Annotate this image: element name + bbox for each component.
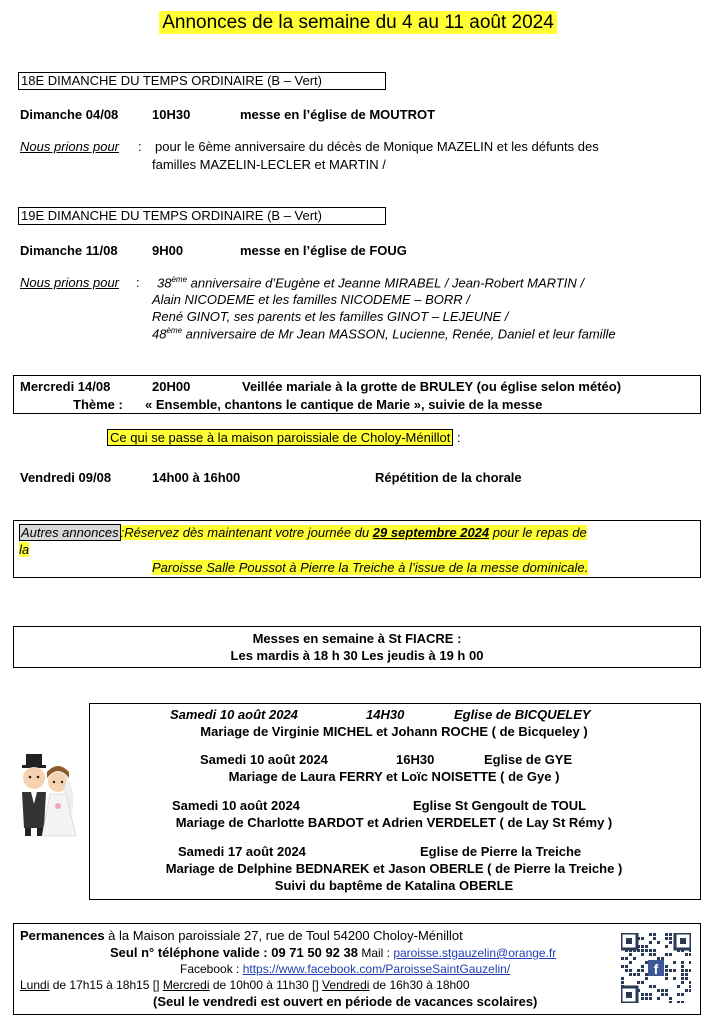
vigil-theme: « Ensemble, chantons le cantique de Marie », suivie de la messe	[145, 397, 543, 412]
wedding-4-couple: Mariage de Delphine BEDNAREK et Jason OBERLE ( de Pierre la Treiche )	[165, 861, 623, 876]
wedding-1-date: Samedi 10 août 2024	[170, 707, 298, 722]
sunday2-prayer-line4: 48ème anniversaire de Mr Jean MASSON, Lucienne, Renée, Daniel et leur famille	[152, 326, 616, 342]
sunday2-prayer-line1: 38ème anniversaire d’Eugène et Jeanne MIRABEL / Jean-Robert MARTIN /	[157, 275, 584, 291]
wedding-1-time: 14H30	[366, 707, 405, 722]
vigil-date: Mercredi 14/08	[20, 379, 111, 394]
qr-code-icon[interactable]	[621, 933, 691, 1003]
parish-house-heading-text: Ce qui se passe à la maison paroissiale de Choloy-Ménillot	[107, 429, 453, 446]
sunday1-prayer-colon: :	[138, 139, 142, 154]
sunday1-heading	[18, 72, 386, 90]
footer-facebook-line: Facebook : https://www.facebook.com/ParoisseSaintGauzelin/	[180, 962, 511, 976]
other-announcements-line2: Paroisse Salle Poussot à Pierre la Treiche à l’issue de la messe dominicale.	[152, 560, 589, 575]
footer-note: (Seul le vendredi est ouvert en période de vacances scolaires)	[153, 994, 538, 1009]
parish-house-date: Vendredi 09/08	[20, 470, 112, 485]
other-announcements-wrap: la	[19, 542, 30, 557]
sunday2-time: 9H00	[152, 243, 184, 258]
wedding-4-date: Samedi 17 août 2024	[178, 844, 306, 859]
baptism: Suivi du baptême de Katalina OBERLE	[274, 878, 514, 893]
wedding-2-date: Samedi 10 août 2024	[200, 752, 328, 767]
sunday2-place: messe en l’église de FOUG	[240, 243, 407, 258]
wedding-2-place: Eglise de GYE	[484, 752, 573, 767]
parish-house-event: Répétition de la chorale	[375, 470, 522, 485]
vigil-time: 20H00	[152, 379, 191, 394]
wedding-3-couple: Mariage de Charlotte BARDOT et Adrien VERDELET ( de Lay St Rémy )	[175, 815, 613, 830]
page-title	[0, 12, 716, 34]
other-announcements-line1: Autres annonces :Réservez dès maintenant votre journée du 29 septembre 2024 pour le repas de	[21, 525, 587, 540]
footer-phone: Seul n° téléphone valide : 09 71 50 92 38	[110, 945, 358, 960]
wedding-3-date: Samedi 10 août 2024	[172, 798, 300, 813]
weekday-masses-box	[13, 626, 701, 668]
parish-house-heading: Ce qui se passe à la maison paroissiale de Choloy-Ménillot :	[107, 430, 461, 445]
sunday2-heading-text: 19E DIMANCHE DU TEMPS ORDINAIRE (B – Vert)	[21, 208, 322, 223]
sunday2-prayer-line3: René GINOT, ses parents et les familles GINOT – LEJEUNE /	[152, 309, 509, 324]
sunday2-prayer-line2: Alain NICODEME et les familles NICODEME – BORR /	[152, 292, 470, 307]
footer-phone-line: Seul n° téléphone valide : 09 71 50 92 38 Mail : paroisse.stgauzelin@orange.fr	[110, 945, 557, 960]
sunday1-time: 10H30	[152, 107, 191, 122]
sunday1-heading-text: 18E DIMANCHE DU TEMPS ORDINAIRE (B – Vert)	[21, 73, 322, 88]
sunday2-prayer-colon: :	[136, 275, 140, 290]
weekday-masses-title: Messes en semaine à St FIACRE :	[252, 631, 462, 646]
wedding-3-place: Eglise St Gengoult de TOUL	[413, 798, 587, 813]
vigil-theme-label: Thème :	[73, 397, 123, 412]
footer-mail-link[interactable]: paroisse.stgauzelin@orange.fr	[393, 946, 557, 960]
sunday1-prayer-label: Nous prions pour	[20, 139, 119, 154]
footer-hours: Lundi de 17h15 à 18h15 [] Mercredi de 10h00 à 11h30 [] Vendredi de 16h30 à 18h00	[20, 978, 470, 992]
sunday2-date: Dimanche 11/08	[20, 243, 118, 258]
footer-facebook-link[interactable]: https://www.facebook.com/ParoisseSaintGauzelin/	[242, 962, 511, 976]
parish-house-time: 14h00 à 16h00	[152, 470, 241, 485]
other-label: Autres annonces	[21, 525, 119, 540]
sunday1-place: messe en l’église de MOUTROT	[240, 107, 436, 122]
sunday1-prayer-line2: familles MAZELIN-LECLER et MARTIN /	[152, 157, 386, 172]
sunday2-prayer-label: Nous prions pour	[20, 275, 119, 290]
wedding-4-place: Eglise de Pierre la Treiche	[420, 844, 582, 859]
wedding-2-couple: Mariage de Laura FERRY et Loïc NOISETTE ( de Gye )	[228, 769, 560, 784]
svg-text:f: f	[653, 961, 659, 977]
other-date: 29 septembre 2024	[372, 525, 490, 540]
sunday1-date: Dimanche 04/08	[20, 107, 119, 122]
title-text: Annonces de la semaine du 4 au 11 août 2024	[159, 11, 557, 34]
wedding-2-time: 16H30	[396, 752, 435, 767]
weekday-masses-line: Les mardis à 18 h 30 Les jeudis à 19 h 00	[230, 648, 484, 663]
footer-perm: Permanences à la Maison paroissiale 27, rue de Toul 54200 Choloy-Ménillot	[20, 928, 463, 943]
vigil-text: Veillée mariale à la grotte de BRULEY (ou église selon météo)	[242, 379, 622, 394]
wedding-1-couple: Mariage de Virginie MICHEL et Johann ROCHE ( de Bicqueley )	[200, 724, 588, 739]
wedding-couple-icon	[12, 752, 80, 838]
wedding-1-place: Eglise de BICQUELEY	[454, 707, 591, 722]
sunday2-heading	[18, 207, 386, 225]
sunday1-prayer-line1: pour le 6ème anniversaire du décès de Monique MAZELIN et les défunts des	[155, 139, 599, 154]
